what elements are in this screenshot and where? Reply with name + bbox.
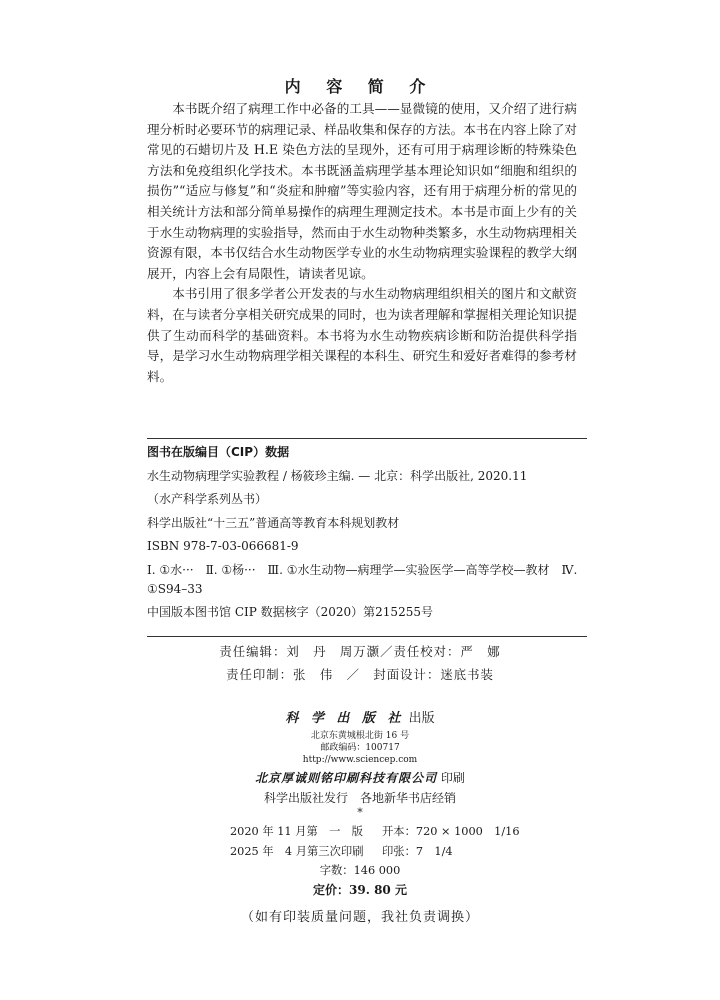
summary-paragraph: 本书既介绍了病理工作中必备的工具——显微镜的使用，又介绍了进行病理分析时必要环节的病理记录、样品收集和保存的方法。本书在内容上除了对常见的石蜡切片及 H.E 染色方法的呈现外，还有可用于病理诊断的特殊染色方法和免疫组织化学技术。本书既涵盖病理学基本理论知识如“细胞和组织的损伤”“适应与修复”和“炎症和肿瘤”等实验内容，还有用于病理分析的常见的相关统计方法和部分简单易操作的病理生理测定技术。本书是市面上少有的关于水生动物病理的实验指导，然而由于水生动物种类繁多，水生动物病理相关资源有限，本书仅结合水生动物医学专业的水生动物病理实验课程的教学大纲展开，内容上会有局限性，请读者见谅。 [147,101,577,281]
edition-info: 2020 年 11 月第 一 版 [230,825,363,838]
printer-name: 北京厚诚则铭印刷科技有限公司 [255,771,438,785]
publisher-name-line [0,708,720,730]
details-row [0,822,720,842]
publisher-suffix: 出版 [408,711,435,726]
cip-plan: 科学出版社“十三五”普通高等教育本科规划教材 [147,515,400,530]
publisher-postcode: 邮政编码：100717 [320,743,400,753]
cip-series: （水产科学系列丛书） [147,492,268,507]
cip-heading: 图书在版编目（CIP）数据 [147,445,290,459]
details-row [0,881,720,901]
summary-paragraph: 本书引用了很多学者公开发表的与水生动物病理组织相关的图片和文献资料，在与读者分享相关研究成果的同时，也为读者理解和掌握相关理论知识提供了生动而科学的基础资料。本书将为水生动物疾病诊断和防治提供科学指导，是学习水生动物病理学相关课程的本科生、研究生和爱好者难得的参考材料。 [147,286,577,384]
cip-record: 中国版本图书馆 CIP 数据核字（2020）第215255号 [147,604,433,619]
word-count: 字数：146 000 [319,864,401,877]
summary-body [147,99,577,387]
printing-info: 2025 年 4 月第三次印刷 [230,844,364,858]
printer-line [0,768,720,788]
editors-block [0,640,720,686]
distribution-line: 科学出版社发行 各地新华书店经销 [263,791,456,805]
summary-title: 内 容 简 介 [284,77,436,96]
format-info: 开本：720 × 1000 1/16 [382,825,520,838]
publisher-block [0,708,720,818]
editors-line: 责任印制：张 伟 ／ 封面设计：迷底书装 [226,667,494,682]
cip-isbn: ISBN 978-7-03-066681-9 [147,539,299,554]
sheets-info: 印张：7 1/4 [382,844,453,858]
details-row [0,861,720,881]
asterisk-divider: * [357,806,363,819]
publisher-address: 北京东黄城根北街 16 号 [310,731,410,741]
print-details [0,822,720,900]
price: 定价：39. 80 元 [313,882,407,897]
cip-top-rule [147,438,587,439]
printer-suffix: 印刷 [440,771,465,785]
quality-notice: （如有印装质量问题，我社负责调换） [240,910,479,925]
cip-title-line: 水生动物病理学实验教程 / 杨筱珍主编. — 北京：科学出版社, 2020.11 [147,468,528,483]
cip-subjects: Ⅰ. ①水··· Ⅱ. ①杨··· Ⅲ. ①水生动物—病理学—实验医学—高等学校—教材 Ⅳ. ①S94–33 [147,562,578,596]
editors-line: 责任编辑：刘 丹 周万灏／责任校对：严 娜 [219,644,501,659]
details-row [0,842,720,862]
publisher-name: 科 学 出 版 社 [285,711,405,726]
cip-block [147,441,587,625]
cip-bottom-rule [147,636,587,637]
publisher-url: http://www.sciencep.com [302,755,418,765]
